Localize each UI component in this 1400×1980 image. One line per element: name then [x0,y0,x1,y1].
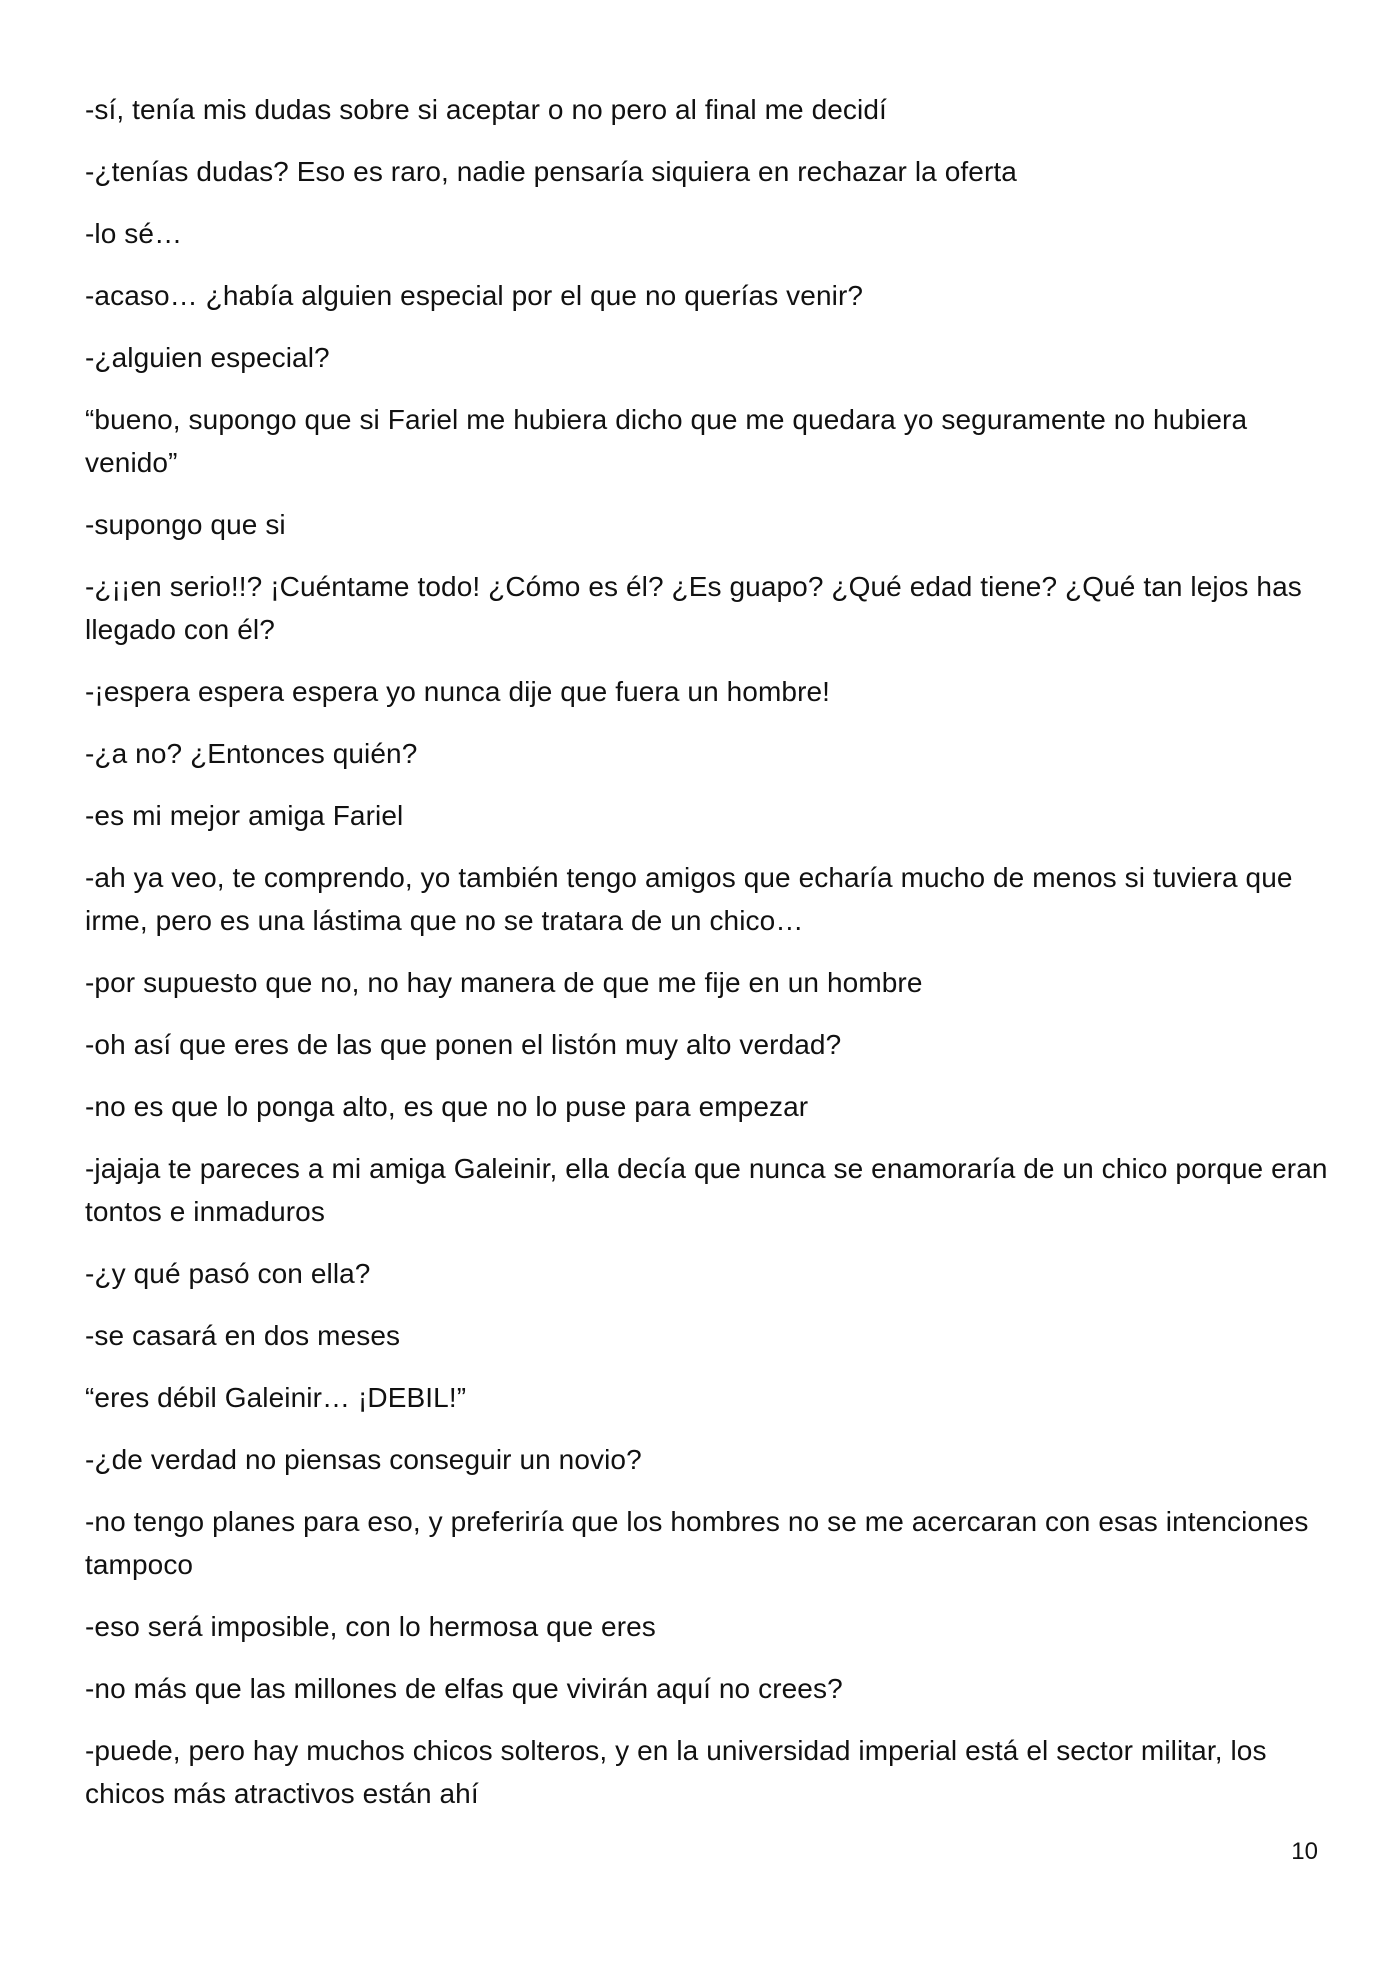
paragraph: -lo sé… [85,218,183,249]
paragraph: “eres débil Galeinir… ¡DEBIL!” [85,1382,467,1413]
paragraph: “bueno, supongo que si Fariel me hubiera dicho que me quedara yo seguramente no hubiera venido” [85,404,1248,478]
paragraph: -acaso… ¿había alguien especial por el que no querías venir? [85,280,864,311]
paragraph: -¿alguien especial? [85,342,330,373]
paragraph: -jajaja te pareces a mi amiga Galeinir, ella decía que nunca se enamoraría de un chico porque eran tontos e inmaduros [85,1153,1328,1227]
paragraph: -oh así que eres de las que ponen el listón muy alto verdad? [85,1029,842,1060]
paragraph: -se casará en dos meses [85,1320,401,1351]
paragraph: -no más que las millones de elfas que vivirán aquí no crees? [85,1673,843,1704]
page-number: 10 [1291,1838,1318,1865]
paragraph: -eso será imposible, con lo hermosa que eres [85,1611,656,1642]
paragraph: -¿y qué pasó con ella? [85,1258,371,1289]
paragraph: -por supuesto que no, no hay manera de que me fije en un hombre [85,967,923,998]
paragraph: -no tengo planes para eso, y preferiría que los hombres no se me acercaran con esas intenciones tampoco [85,1506,1309,1580]
paragraph: -puede, pero hay muchos chicos solteros, y en la universidad imperial está el sector militar, los chicos más atractivos están ahí [85,1735,1267,1809]
paragraph: -¿¡¡en serio!!? ¡Cuéntame todo! ¿Cómo es él? ¿Es guapo? ¿Qué edad tiene? ¿Qué tan lejos has llegado con él? [85,571,1302,645]
paragraph: -no es que lo ponga alto, es que no lo puse para empezar [85,1091,809,1122]
paragraph: -sí, tenía mis dudas sobre si aceptar o no pero al final me decidí [85,94,887,125]
paragraph: -supongo que si [85,509,286,540]
paragraph: -¿de verdad no piensas conseguir un novio? [85,1444,642,1475]
paragraph: -es mi mejor amiga Fariel [85,800,404,831]
paragraph: -ah ya veo, te comprendo, yo también tengo amigos que echaría mucho de menos si tuviera que irme, pero es una lástima que no se tratara de un chico… [85,862,1293,936]
paragraph: -¡espera espera espera yo nunca dije que fuera un hombre! [85,676,831,707]
paragraph: -¿a no? ¿Entonces quién? [85,738,418,769]
paragraph: -¿tenías dudas? Eso es raro, nadie pensaría siquiera en rechazar la oferta [85,156,1017,187]
text-body [85,88,1335,1834]
